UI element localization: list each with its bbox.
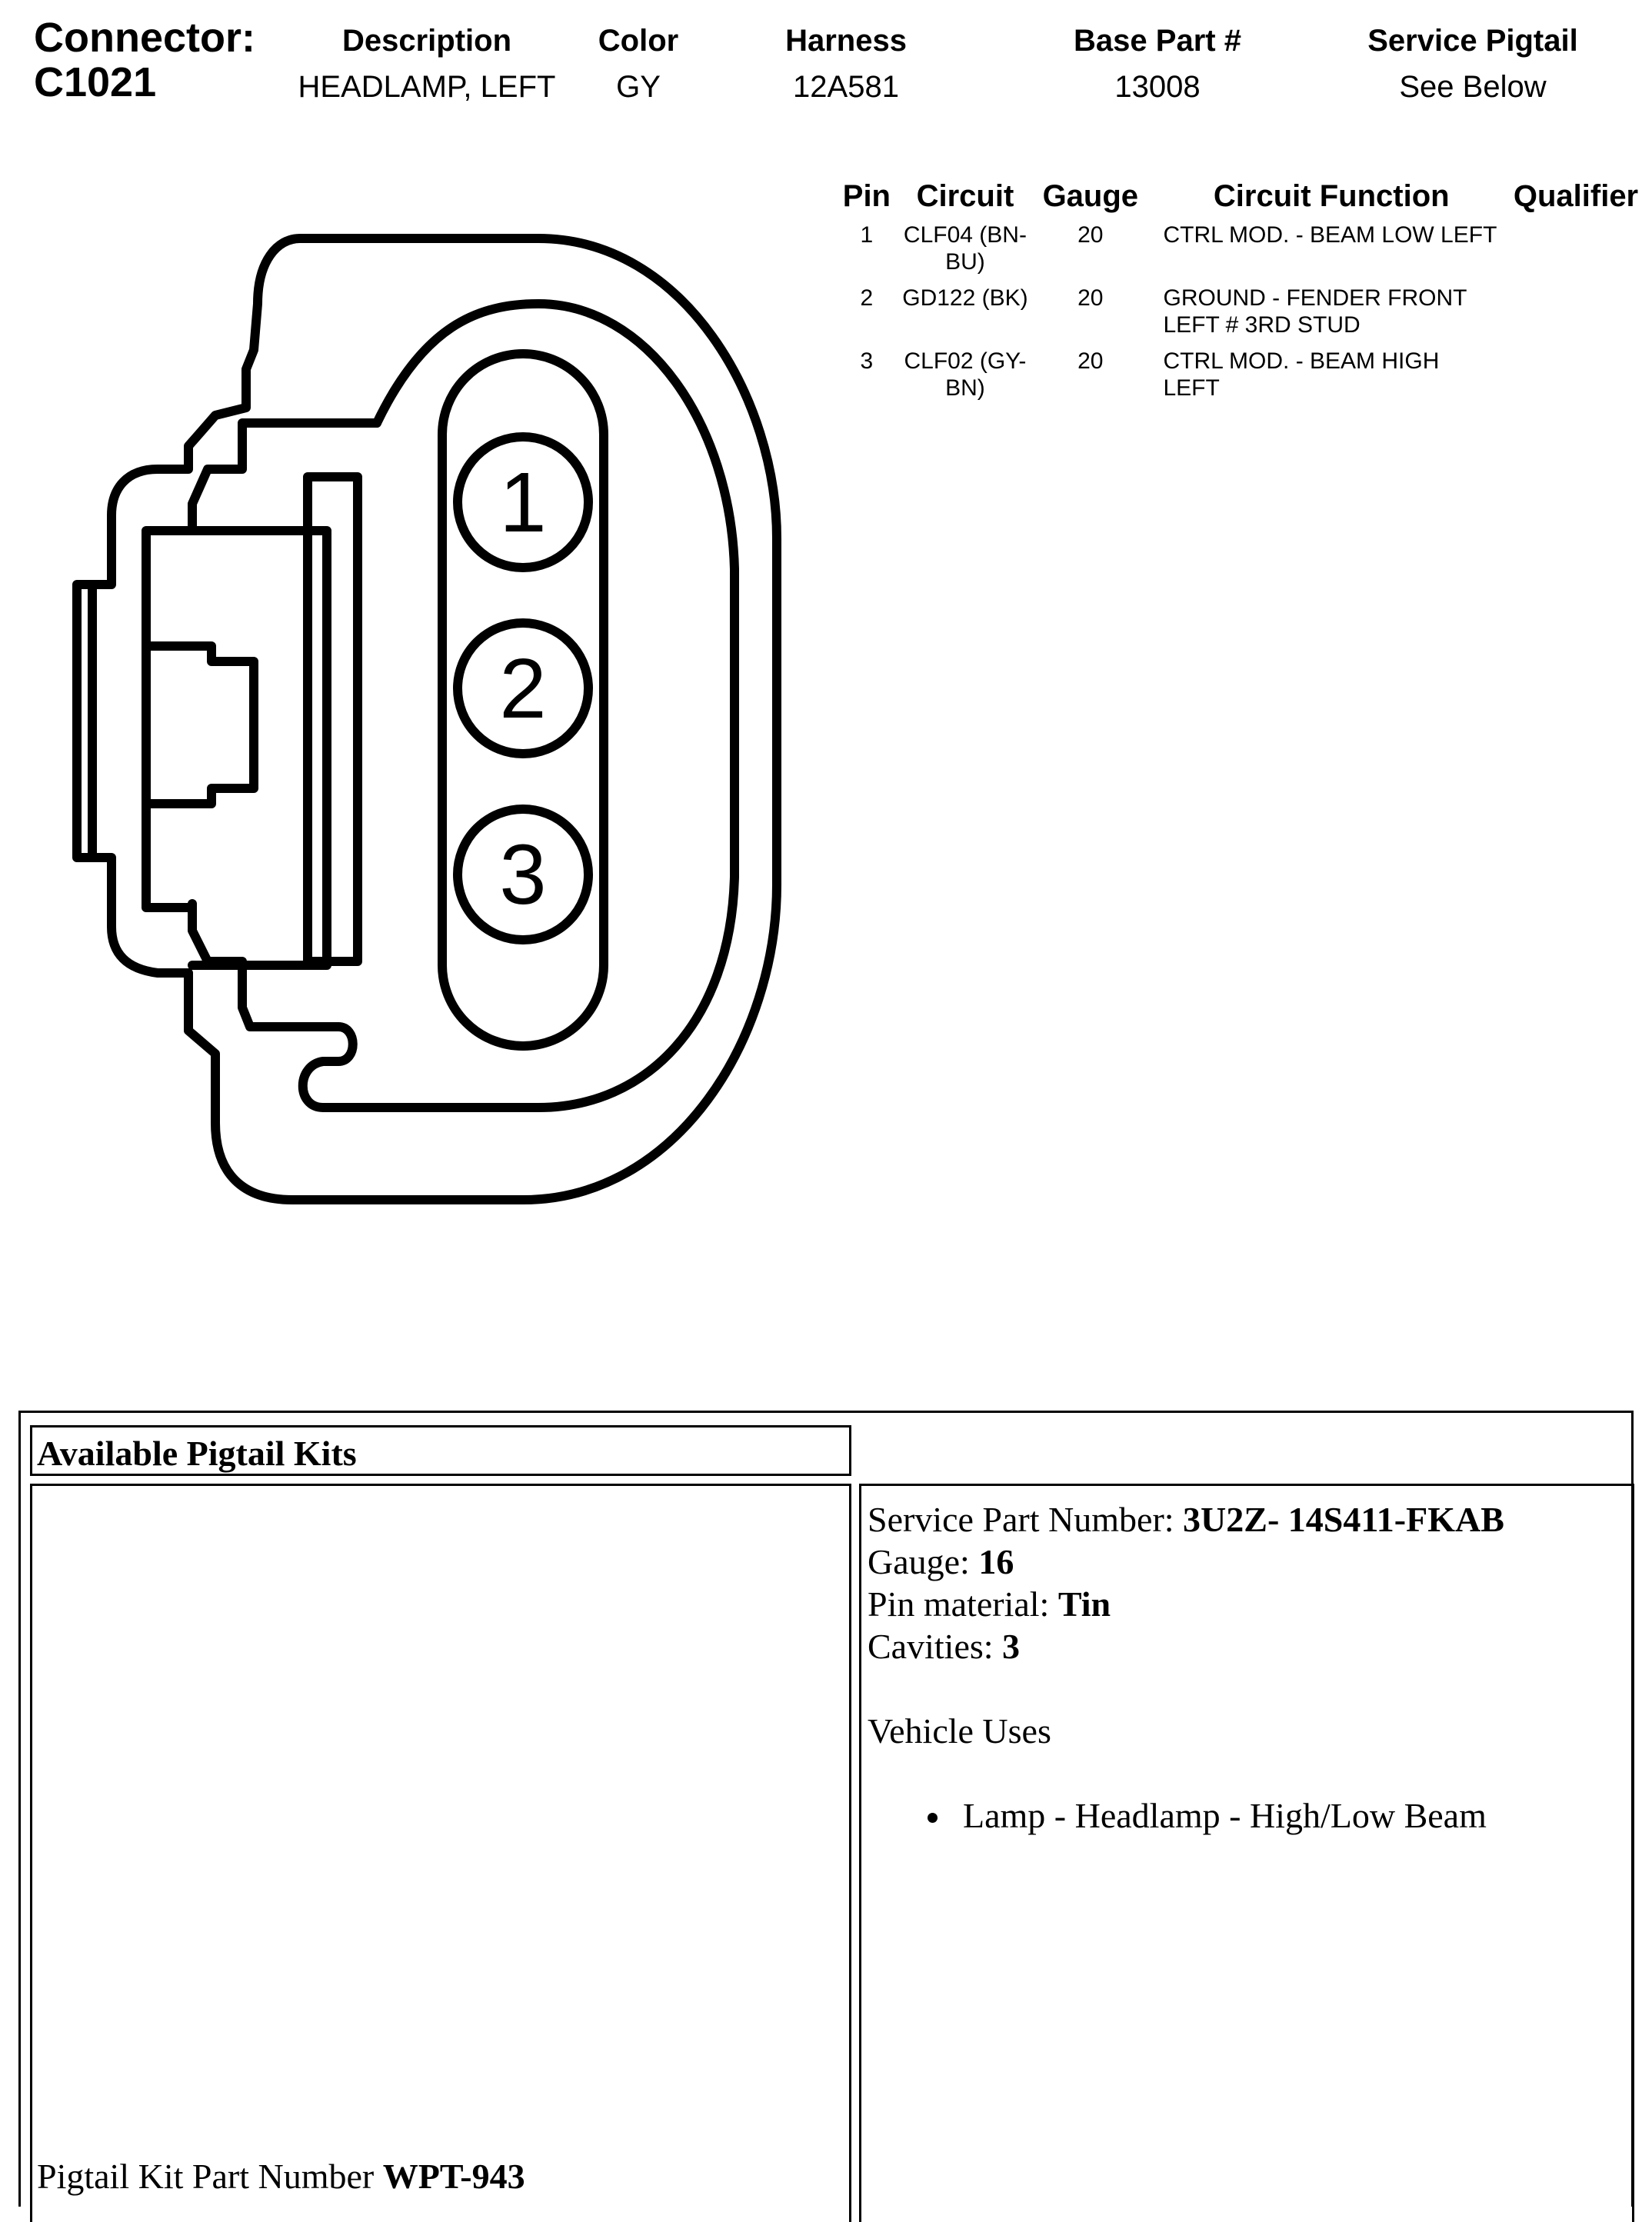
connector-face-diagram bbox=[46, 215, 800, 1231]
connector-id: C1021 bbox=[34, 59, 157, 105]
pin-3-label: 3 bbox=[499, 828, 547, 922]
base-part-value: 13008 bbox=[1114, 70, 1201, 104]
side-notch bbox=[146, 646, 254, 804]
table-row bbox=[834, 222, 1652, 285]
description-label: Description bbox=[341, 24, 512, 58]
circuit-function-header: Circuit Function bbox=[1213, 179, 1450, 213]
service-pigtail-value: See Below bbox=[1399, 70, 1547, 104]
gauge-cell: 20 bbox=[1077, 348, 1104, 374]
color-label: Color bbox=[598, 24, 679, 58]
harness-value: 12A581 bbox=[793, 70, 899, 104]
circuit-function-cell: GROUND - FENDER FRONT LEFT # 3RD STUD bbox=[1163, 285, 1467, 338]
pigtail-top-right-cell bbox=[859, 1425, 1634, 1476]
pin-table-header bbox=[834, 178, 1652, 222]
pin-header: Pin bbox=[842, 179, 891, 213]
gauge-label: Gauge: bbox=[868, 1542, 979, 1581]
pin-2-label: 2 bbox=[499, 641, 547, 736]
vehicle-uses-label: Vehicle Uses bbox=[868, 1711, 1051, 1751]
gauge-cell: 20 bbox=[1077, 222, 1104, 248]
header-base-part bbox=[1042, 23, 1273, 105]
service-part-label: Service Part Number: bbox=[868, 1500, 1184, 1539]
cavities-line bbox=[868, 1625, 1504, 1667]
harness-label: Harness bbox=[785, 24, 907, 58]
pin-1-label: 1 bbox=[499, 455, 547, 550]
qualifier-cell bbox=[1500, 285, 1652, 348]
connector-label: Connector: bbox=[34, 15, 255, 61]
qualifier-header: Qualifier bbox=[1513, 179, 1639, 213]
pigtail-kits-section bbox=[18, 1411, 1634, 2207]
service-part-line bbox=[868, 1498, 1504, 1541]
circuit-cell: GD122 (BK) bbox=[902, 285, 1028, 311]
header-harness bbox=[742, 23, 950, 105]
gauge-header: Gauge bbox=[1042, 179, 1139, 213]
kit-part-label: Pigtail Kit Part Number bbox=[37, 2157, 383, 2196]
header-description bbox=[273, 23, 581, 105]
table-row bbox=[834, 348, 1652, 411]
service-pigtail-label: Service Pigtail bbox=[1367, 24, 1578, 58]
pigtail-details-cell bbox=[859, 1484, 1634, 2222]
pigtail-details bbox=[868, 1498, 1504, 1837]
description-value: HEADLAMP, LEFT bbox=[298, 70, 556, 104]
pigtail-title: Available Pigtail Kits bbox=[37, 1434, 357, 1473]
circuit-cell: CLF02 (GY-BN) bbox=[904, 348, 1027, 401]
circuit-function-cell: CTRL MOD. - BEAM LOW LEFT bbox=[1163, 222, 1497, 248]
gauge-value: 16 bbox=[978, 1542, 1014, 1581]
pin-table bbox=[834, 178, 1652, 411]
vehicle-uses-list bbox=[868, 1794, 1504, 1837]
pin-material-line bbox=[868, 1583, 1504, 1625]
connector-header bbox=[34, 15, 255, 105]
pigtail-image-cell bbox=[30, 1484, 851, 2222]
base-part-label: Base Part # bbox=[1074, 24, 1241, 58]
qualifier-cell bbox=[1500, 348, 1652, 411]
gauge-line bbox=[868, 1541, 1504, 1583]
list-item: Lamp - Headlamp - High/Low Beam bbox=[963, 1794, 1504, 1837]
header-color bbox=[561, 23, 715, 105]
cavities-label: Cavities: bbox=[868, 1627, 1003, 1666]
kit-part-value: WPT-943 bbox=[382, 2157, 525, 2196]
circuit-header: Circuit bbox=[916, 179, 1014, 213]
pin-material-label: Pin material: bbox=[868, 1584, 1058, 1624]
circuit-function-cell: CTRL MOD. - BEAM HIGH LEFT bbox=[1163, 348, 1440, 401]
latch-outline bbox=[146, 423, 377, 984]
header-service-pigtail bbox=[1334, 23, 1611, 105]
circuit-cell: CLF04 (BN-BU) bbox=[903, 222, 1027, 275]
service-part-value: 3U2Z- 14S411-FKAB bbox=[1183, 1500, 1504, 1539]
cavities-value: 3 bbox=[1002, 1627, 1021, 1666]
latch-bar bbox=[308, 477, 358, 961]
qualifier-cell bbox=[1500, 222, 1652, 285]
gauge-cell: 20 bbox=[1077, 285, 1104, 311]
kit-part-number bbox=[37, 2155, 525, 2197]
table-row bbox=[834, 285, 1652, 348]
pin-cell: 1 bbox=[860, 222, 874, 248]
color-value: GY bbox=[616, 70, 661, 104]
pigtail-title-cell bbox=[30, 1425, 851, 1476]
pin-material-value: Tin bbox=[1057, 1584, 1111, 1624]
pin-cell: 3 bbox=[860, 348, 874, 374]
pin-cell: 2 bbox=[860, 285, 874, 311]
